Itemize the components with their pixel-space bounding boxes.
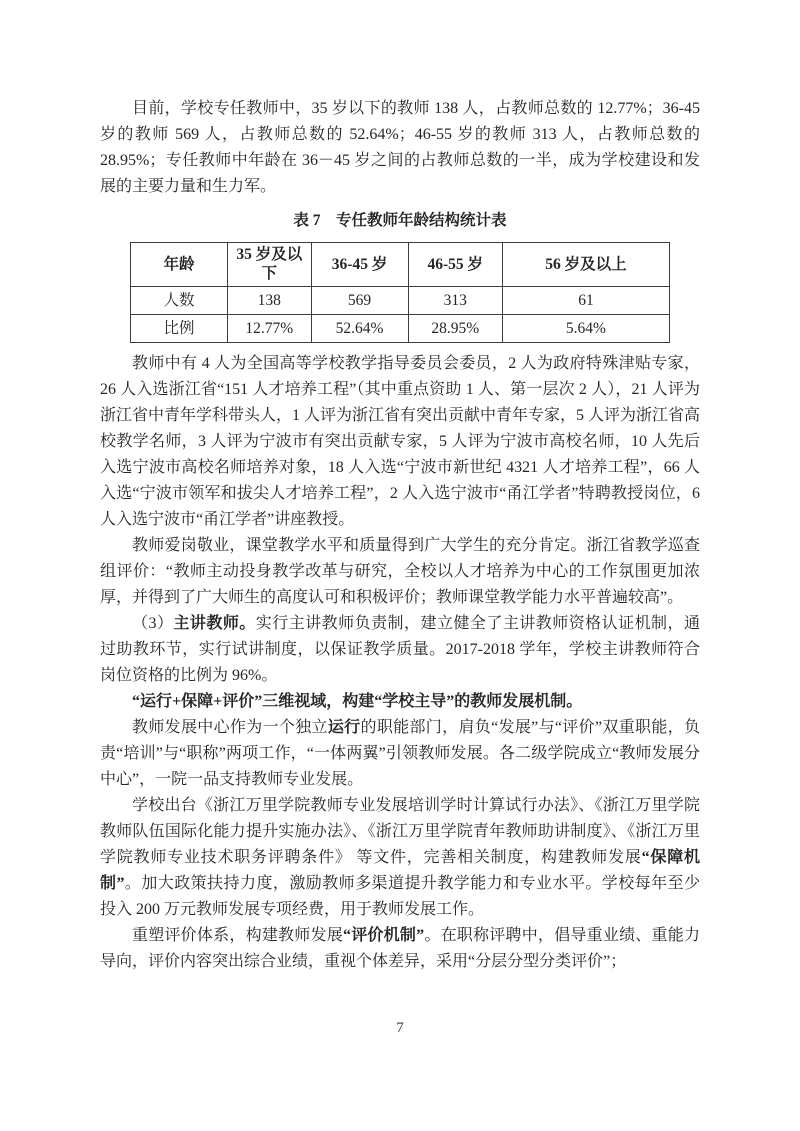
table-header-cell: 36-45 岁 bbox=[311, 243, 408, 287]
paragraph-evaluation-mechanism bbox=[100, 923, 700, 975]
table-cell: 61 bbox=[502, 286, 669, 314]
table-cell: 569 bbox=[311, 286, 408, 314]
table-cell: 52.64% bbox=[311, 314, 408, 342]
paragraph-teaching-quality bbox=[100, 533, 700, 611]
emphasis-text: 主讲教师。 bbox=[173, 614, 256, 632]
paragraph-lecturer-system bbox=[100, 611, 700, 689]
body-text: 。在职称评聘中，倡导重业绩、重能力导向，评价内容突出综合业绩，重视个体差异，采用“分层分型分类评价”； bbox=[100, 926, 700, 970]
body-text: 目前，学校专任教师中，35 岁以下的教师 138 人，占教师总数的 12.77%；36-45 岁的教师 569 人，占教师总数的 52.64%；46-55 岁的教师 313 人，占教师总数的 28.95%；专任教师中年龄在 36－45 岁之间的占教师总数的一半，成为学校建设和发展的主要力量和生力军。 bbox=[100, 100, 700, 195]
body-text: 教师爱岗敬业，课堂教学水平和质量得到广大学生的充分肯定。浙江省教学巡查组评价：“教师主动投身教学改革与研究，全校以人才培养为中心的工作氛围更加浓厚，并得到了广大师生的高度认可和积极评价；教师课堂教学能力水平普遍较高”。 bbox=[100, 536, 700, 606]
body-text: 重塑评价体系，构建教师发展 bbox=[132, 926, 343, 944]
body-text: 实行主讲教师负责制，建立健全了主讲教师资格认证机制，通过助教环节，实行试讲制度，以保证教学质量。2017-2018 学年，学校主讲教师符合岗位资格的比例为 96%。 bbox=[100, 614, 700, 684]
table-header-row bbox=[131, 243, 670, 287]
emphasis-text: “保障机制” bbox=[100, 848, 700, 892]
table-cell: 28.95% bbox=[408, 314, 502, 342]
table-row-ratio bbox=[131, 314, 670, 342]
paragraph-policy-documents bbox=[100, 793, 700, 923]
body-text: 教师发展中心作为一个独立 bbox=[132, 718, 328, 736]
table-cell: 12.77% bbox=[228, 314, 312, 342]
table-cell: 比例 bbox=[131, 314, 228, 342]
paragraph-development-center bbox=[100, 715, 700, 793]
teacher-age-structure-table bbox=[130, 242, 670, 343]
heading-development-mechanism bbox=[100, 689, 700, 715]
table-header-cell: 56 岁及以上 bbox=[502, 243, 669, 287]
body-text: 教师中有 4 人为全国高等学校教学指导委员会委员，2 人为政府特殊津贴专家，26 人入选浙江省“151 人才培养工程”（其中重点资助 1 人、第一层次 2 人），21 人评为浙江省中青年学科带头人，1 人评为浙江省有突出贡献中青年专家，5 人评为浙江省高校教学名师，3 人评为宁波市有突出贡献专家，5 人评为宁波市高校名师，10 人先后入选宁波市高校名师培养对象，18 人入选“宁波市新世纪 4321 人才培养工程”，66 人入选“宁波市领军和拔尖人才培养工程”，2 人入选宁波市“甬江学者”特聘教授岗位，6 人入选宁波市“甬江学者”讲座教授。 bbox=[100, 354, 701, 528]
table-header-cell: 35 岁及以下 bbox=[228, 243, 312, 287]
emphasis-text: “运行+保障+评价”三维视域，构建“学校主导”的教师发展机制。 bbox=[132, 692, 583, 710]
table-cell: 313 bbox=[408, 286, 502, 314]
body-text: （3） bbox=[132, 614, 174, 632]
table-header-cell: 46-55 岁 bbox=[408, 243, 502, 287]
table-row-count bbox=[131, 286, 670, 314]
table-header-cell: 年龄 bbox=[131, 243, 228, 287]
table-caption: 表 7 专任教师年龄结构统计表 bbox=[293, 212, 507, 229]
body-text: 的职能部门，肩负“发展”与“评价”双重职能，负责“培训”与“职称”两项工作，“一体两翼”引领教师发展。各二级学院成立“教师发展分中心”，一院一品支持教师专业发展。 bbox=[100, 718, 700, 788]
page-number: 7 bbox=[396, 1020, 404, 1036]
body-text: 学校出台《浙江万里学院教师专业发展培训学时计算试行办法》、《浙江万里学院教师队伍国际化能力提升实施办法》、《浙江万里学院青年教师助讲制度》、《浙江万里学院教师专业技术职务评聘条件》 等文件，完善相关制度，构建教师发展 bbox=[100, 796, 700, 866]
emphasis-text: 运行 bbox=[327, 718, 361, 736]
emphasis-text: “评价机制” bbox=[342, 926, 425, 944]
table-cell: 人数 bbox=[131, 286, 228, 314]
body-text: 。加大政策扶持力度，激励教师多渠道提升教学能力和专业水平。学校每年至少投入 200 万元教师发展专项经费，用于教师发展工作。 bbox=[100, 874, 700, 918]
page-content bbox=[100, 96, 700, 975]
paragraph-talent-honors bbox=[100, 351, 700, 533]
paragraph-age-statistics bbox=[100, 96, 700, 200]
table-cell: 138 bbox=[228, 286, 312, 314]
table-cell: 5.64% bbox=[502, 314, 669, 342]
